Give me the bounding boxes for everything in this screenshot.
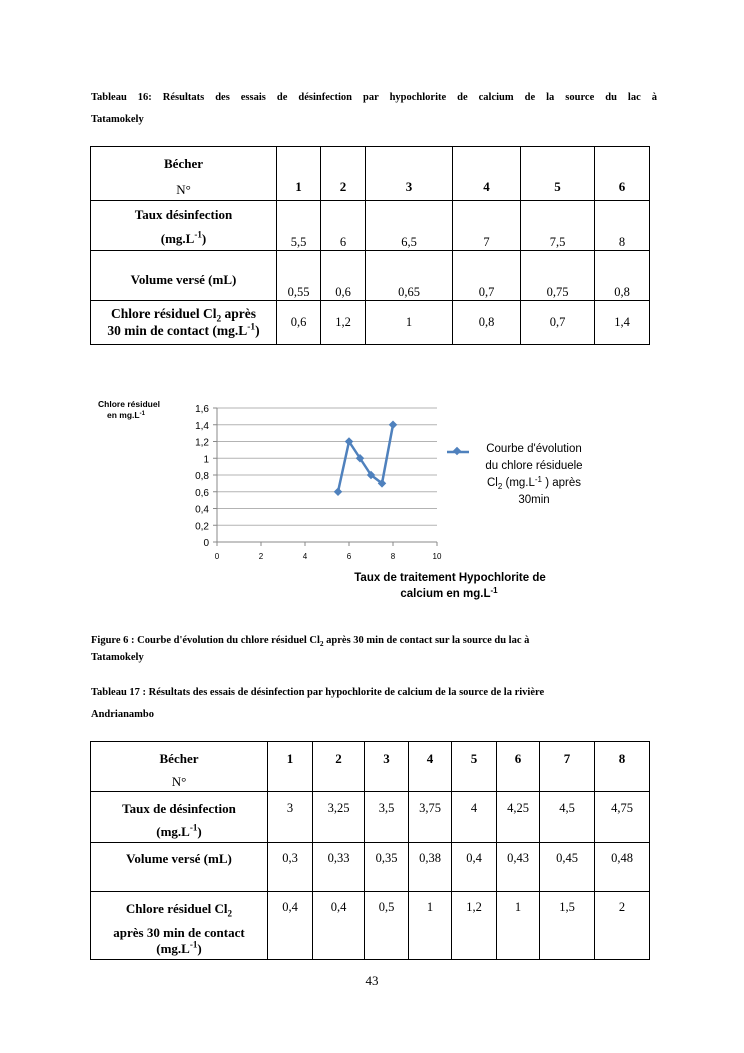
legend-text-line1: Courbe d'évolution bbox=[486, 443, 582, 455]
table16-cell: 0,6 bbox=[321, 251, 366, 301]
chart-x-tick-label: 4 bbox=[302, 552, 308, 561]
table16-caption bbox=[91, 87, 657, 131]
table16-cell: 0,55 bbox=[277, 251, 321, 301]
table17-cell: 3,5 bbox=[365, 792, 409, 843]
table16-row-taux bbox=[91, 201, 650, 251]
table17-caption-line1: Tableau 17 : Résultats des essais de désinfection par hypochlorite de calcium de la source de la rivière bbox=[91, 687, 545, 698]
chart-y-tick-label: 1,4 bbox=[195, 420, 209, 432]
figure6-caption-line2: Tatamokely bbox=[91, 652, 144, 663]
table16-col-header: 4 bbox=[453, 147, 521, 201]
table16-cell: 6,5 bbox=[366, 201, 453, 251]
table17-cell: 0,43 bbox=[497, 843, 540, 892]
table17-row-taux bbox=[91, 792, 650, 843]
table17-cell: 3 bbox=[268, 792, 313, 843]
table17-col-header: 6 bbox=[497, 742, 540, 792]
chart-ylabel-line1: Chlore résiduel bbox=[98, 399, 160, 409]
table16-row-chlore-label: Chlore résiduel $Cl_2$ après 30 min de contact $(mg.L^{-1})$ bbox=[91, 301, 277, 345]
chart-y-tick-label: 1 bbox=[203, 454, 209, 466]
table17-row-chlore-label: Chlore résiduel $Cl_2$ après 30 min de contact $(mg.L^{-1})$ bbox=[91, 892, 268, 960]
chart-y-tick-label: 0 bbox=[203, 538, 209, 549]
table17-cell: 0,33 bbox=[313, 843, 365, 892]
table16-cell: 0,6 bbox=[277, 301, 321, 345]
table16-cell: 0,8 bbox=[595, 251, 650, 301]
table16-cell: 8 bbox=[595, 201, 650, 251]
table17-cell: 2 bbox=[595, 892, 650, 960]
table17-row-volume-label: Volume versé (mL) bbox=[91, 843, 268, 892]
table17-header-row bbox=[91, 742, 650, 792]
legend-text-line3: $Cl_2$ ($mg.L^{-1}$ ) après bbox=[486, 475, 582, 491]
table17-col-header: 2 bbox=[313, 742, 365, 792]
chart-point bbox=[389, 421, 397, 429]
table17-cell: 0,4 bbox=[313, 892, 365, 960]
figure6-caption-line1: Figure 6 : Courbe d'évolution du chlore résiduel $Cl_2$ après 30 min de contact sur la source du lac à bbox=[91, 635, 530, 649]
table17-cell: 0,45 bbox=[540, 843, 595, 892]
table16-col-header: 1 bbox=[277, 147, 321, 201]
table17-col-header: 8 bbox=[595, 742, 650, 792]
chart-y-axis bbox=[195, 404, 217, 549]
table16-cell: 7,5 bbox=[521, 201, 595, 251]
chart-y-tick-label: 1,2 bbox=[195, 437, 209, 449]
table16-row-volume-label: Volume versé (mL) bbox=[91, 251, 277, 301]
chart-point bbox=[334, 488, 342, 496]
table16-cell: 1 bbox=[366, 301, 453, 345]
table16-header-label-2: N° bbox=[176, 182, 191, 197]
table17-cell: 1 bbox=[409, 892, 452, 960]
table16-caption-line2: Tatamokely bbox=[91, 114, 144, 125]
table17-col-header: 7 bbox=[540, 742, 595, 792]
chart-legend bbox=[447, 443, 583, 506]
table17-cell: 4,75 bbox=[595, 792, 650, 843]
table17-cell: 4,25 bbox=[497, 792, 540, 843]
legend-text-line4: 30min bbox=[518, 494, 550, 506]
table16-cell: 0,7 bbox=[521, 301, 595, 345]
table16-cell: 0,8 bbox=[453, 301, 521, 345]
table16-col-header: 5 bbox=[521, 147, 595, 201]
chart-y-tick-label: 1,6 bbox=[195, 404, 209, 415]
table17-caption bbox=[91, 682, 657, 726]
chart-gridlines bbox=[217, 408, 437, 542]
chart-x-tick-label: 10 bbox=[432, 552, 442, 561]
table16-header-row bbox=[91, 147, 650, 201]
table16-cell: 1,2 bbox=[321, 301, 366, 345]
table16-cell: 0,65 bbox=[366, 251, 453, 301]
chart-y-tick-label: 0,2 bbox=[195, 521, 209, 533]
chart-xlabel-line1: Taux de traitement Hypochlorite de bbox=[354, 572, 546, 584]
table16-row-volume bbox=[91, 251, 650, 301]
table17-col-header: 4 bbox=[409, 742, 452, 792]
table16-header-label-1: Bécher bbox=[164, 156, 203, 171]
table17-cell: 3,25 bbox=[313, 792, 365, 843]
table17-header-label-1: Bécher bbox=[159, 751, 199, 766]
table17-cell: 0,35 bbox=[365, 843, 409, 892]
chart-ylabel-line2: en $mg.L^{-1}$ bbox=[107, 410, 145, 420]
chart-y-tick-label: 0,6 bbox=[195, 487, 209, 499]
table17-cell: 4 bbox=[452, 792, 497, 843]
table17-cell: 0,4 bbox=[268, 892, 313, 960]
table17-header-label-2: N° bbox=[171, 774, 187, 789]
table16-cell: 5,5 bbox=[277, 201, 321, 251]
table16-cell: 1,4 bbox=[595, 301, 650, 345]
table17-cell: 0,38 bbox=[409, 843, 452, 892]
chart-x-tick-label: 8 bbox=[390, 552, 396, 561]
table16-col-header: 2 bbox=[321, 147, 366, 201]
table17-row-chlore bbox=[91, 892, 650, 960]
table17-cell: 1,5 bbox=[540, 892, 595, 960]
table17-col-header: 1 bbox=[268, 742, 313, 792]
table16 bbox=[90, 146, 650, 345]
table16-row-chlore bbox=[91, 301, 650, 345]
chart-x-tick-label: 6 bbox=[346, 552, 352, 561]
table17-cell: 4,5 bbox=[540, 792, 595, 843]
table17 bbox=[90, 741, 650, 960]
table16-header-label bbox=[91, 147, 277, 201]
chart-xlabel-line2: calcium en $mg.L^{-1}$ bbox=[400, 586, 498, 600]
legend-marker-swatch bbox=[453, 447, 461, 455]
table17-header-label bbox=[91, 742, 268, 792]
table16-cell: 0,7 bbox=[453, 251, 521, 301]
table17-cell: 1 bbox=[497, 892, 540, 960]
table17-cell: 0,5 bbox=[365, 892, 409, 960]
chart-y-tick-label: 0,8 bbox=[195, 471, 209, 482]
table17-cell: 0,3 bbox=[268, 843, 313, 892]
table17-col-header: 5 bbox=[452, 742, 497, 792]
table17-cell: 3,75 bbox=[409, 792, 452, 843]
table17-row-volume bbox=[91, 843, 650, 892]
chart-y-tick-label: 0,4 bbox=[195, 504, 209, 516]
table17-cell: 0,4 bbox=[452, 843, 497, 892]
chart-x-tick-label: 0 bbox=[214, 552, 220, 561]
chart-x-tick-label: 2 bbox=[258, 552, 264, 561]
chlore-chart bbox=[0, 390, 744, 620]
table16-col-header: 6 bbox=[595, 147, 650, 201]
page-number: 43 bbox=[365, 973, 379, 988]
table17-row-taux-label: Taux de désinfection $(mg.L^{-1})$ bbox=[91, 792, 268, 843]
figure6-caption bbox=[91, 632, 651, 666]
legend-text-line2: du chlore résiduele bbox=[485, 460, 583, 472]
table17-caption-line2: Andrianambo bbox=[91, 709, 155, 720]
table17-col-header: 3 bbox=[365, 742, 409, 792]
table16-col-header: 3 bbox=[366, 147, 453, 201]
table16-cell: 6 bbox=[321, 201, 366, 251]
chart-x-axis bbox=[215, 542, 442, 561]
table16-row-taux-label: Taux désinfection $(mg.L^{-1})$ bbox=[91, 201, 277, 251]
table17-cell: 1,2 bbox=[452, 892, 497, 960]
table16-cell: 7 bbox=[453, 201, 521, 251]
table16-caption-line1: Tableau 16: Résultats des essais de désinfection par hypochlorite de calcium de la source du lac à bbox=[91, 92, 657, 103]
table17-cell: 0,48 bbox=[595, 843, 650, 892]
table16-cell: 0,75 bbox=[521, 251, 595, 301]
